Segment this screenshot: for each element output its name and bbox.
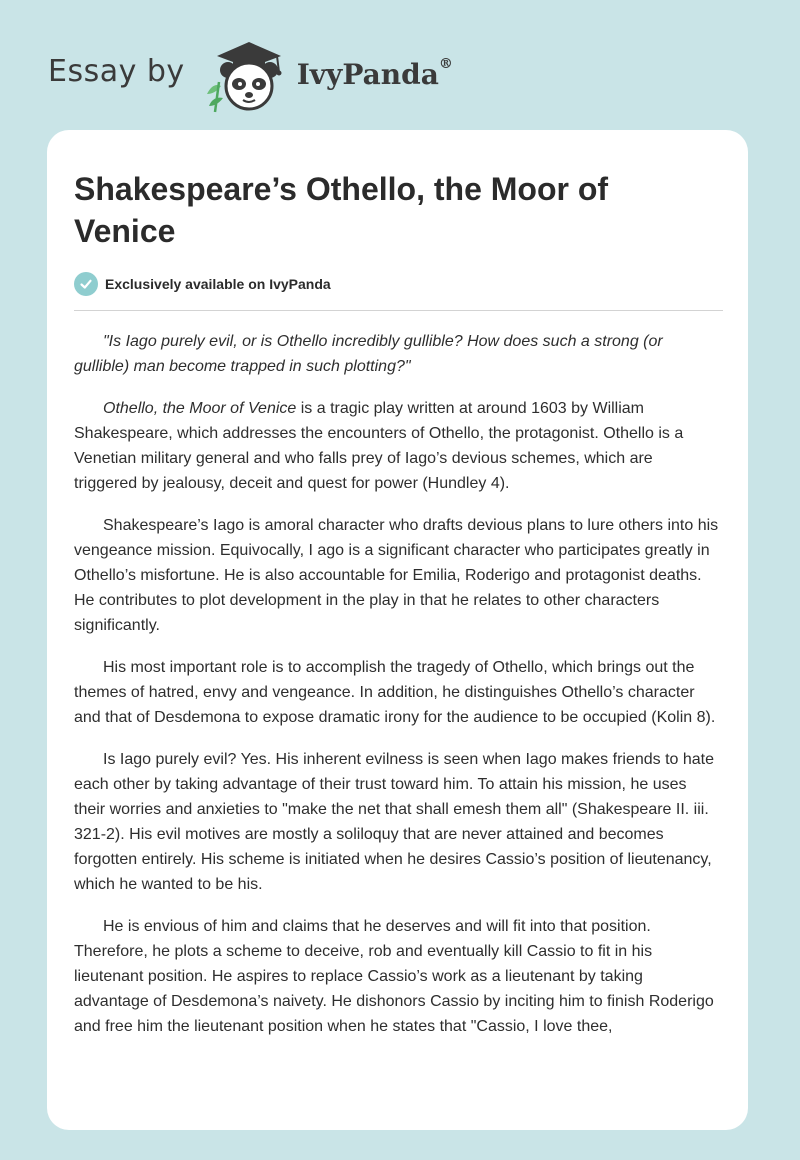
paragraph: Is Iago purely evil? Yes. His inherent evilness is seen when Iago makes friends to hate each other by taking advantage of their trust toward him. To attain his mission, he uses their worries and anxieties to "make the net that shall emesh them all" (Shakespeare II. iii. 321-2). His evil motives are mostly a soliloquy that are never attained and becomes forgotten entirely. His scheme is initiated when he desires Cassio’s position of lieutenancy, which he wanted to be his. (74, 751, 715, 893)
essay-by-label: Essay by (48, 53, 185, 89)
panda-logo-icon (199, 34, 291, 114)
article-body (74, 329, 722, 1039)
article-card (47, 130, 748, 1130)
divider (74, 310, 723, 311)
paragraph: He is envious of him and claims that he deserves and will fit into that position. Therefore, he plots a scheme to deceive, rob and eventually kill Cassio to fit in his lieutenant position. He aspires to replace Cassio’s work as a lieutenant by taking advantage of Desdemona’s naivety. He dishonors Cassio by inciting him to finish Roderigo and free him the lieutenant position when he states that "Cassio, I love thee, (74, 918, 714, 1035)
essay-prompt-quote: "Is Iago purely evil, or is Othello incredibly gullible? How does such a strong (or gullible) man become trapped in such plotting?" (74, 333, 663, 375)
badge-label: Exclusively available on IvyPanda (105, 276, 331, 292)
article-title: Shakespeare’s Othello, the Moor of Venice (74, 171, 609, 249)
brand-header (48, 34, 453, 114)
paragraph: Othello, the Moor of Venice is a tragic play written at around 1603 by William Shakespeare, which addresses the encounters of Othello, the protagonist. Othello is a Venetian military general and who falls prey of Iago’s devious schemes, which are triggered by jealousy, deceit and quest for power (Hundley 4). (74, 400, 684, 492)
paragraph: Shakespeare’s Iago is amoral character who drafts devious plans to lure others into his vengeance mission. Equivocally, I ago is a significant character who participates greatly in Othello’s misfortune. He is also accountable for Emilia, Roderigo and protagonist deaths. He contributes to plot development in the play in that he relates to other characters significantly. (74, 517, 719, 634)
play-title: Othello, the Moor of Venice (103, 400, 297, 417)
exclusive-badge (74, 272, 722, 296)
paragraph: His most important role is to accomplish the tragedy of Othello, which brings out the themes of hatred, envy and vengeance. In addition, he distinguishes Othello’s character and that of Desdemona to expose dramatic irony for the audience to be occupied (Kolin 8). (74, 659, 716, 726)
brand-name: IvyPanda® (296, 55, 453, 91)
check-icon (74, 272, 98, 296)
